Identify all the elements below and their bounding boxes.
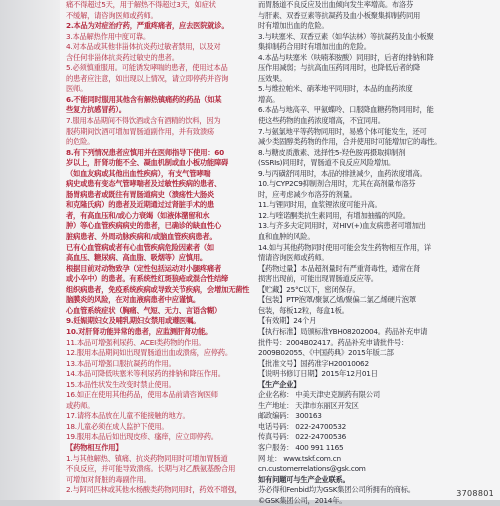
left-text-line: 7.服用本品期间不得饮酒或含有酒精的饮料，因为 <box>66 116 221 126</box>
left-text-line: 的患者应注意，如出现以上情况，请立即停药并咨询 <box>66 73 229 83</box>
left-text-line: 2.本品为对症治疗药，严重疼痛者，应去医院就诊。 <box>66 21 229 31</box>
right-text-line: 使这些药物的血药浓度增高，不宜同用。 <box>258 116 385 126</box>
right-text-line: cn.customerrelations@gsk.com <box>258 464 366 474</box>
right-text-line: 包装，每板12粒，每盒1板。 <box>258 305 349 315</box>
left-text-line: 10.对肝肾功能异常的患者，应监测肝肾功能。 <box>66 326 213 336</box>
right-text-line: 客户服务： 400 991 1165 <box>258 442 344 452</box>
right-text-line: 血和血肿的风险。 <box>258 232 315 242</box>
right-text-line: 传真号码： 022-24700536 <box>258 432 347 442</box>
right-text-line: 2009B02055、《中国药典》2015年版二部 <box>258 348 394 358</box>
left-text-line: 【药物相互作用】 <box>66 442 123 452</box>
left-text-line: 可增加对肾脏的毒副作用。 <box>66 474 151 484</box>
left-text-line: 5.必须慎重服用。可能诱发哮喘的患者，使用过本品 <box>66 63 228 73</box>
right-text-line: 如有问题可与生产企业联系。 <box>258 474 350 484</box>
right-text-line: 增高。 <box>258 94 280 104</box>
right-text-line: (SSRIs)同用时，胃肠道不良反应风险增加。 <box>258 158 395 168</box>
left-text-line: 11.本品可增强利尿药、ACEI类药物的作用。 <box>66 337 206 347</box>
left-text-line: 服药期间饮酒可增加胃肠道副作用，并有致溃疡 <box>66 126 214 136</box>
right-text-line: 芬必得和Fenbid均为GSK集团公司所拥有的商标。 <box>258 485 415 495</box>
page-fold-shadow <box>0 0 60 500</box>
left-text-line: 岁以上，肝肾功能不全、凝血机制或血小板功能障碍 <box>66 158 229 168</box>
left-text-line: 4.对本品或其他非甾体抗炎药过敏者禁用，以及对 <box>66 42 221 52</box>
left-text-line: 18.儿童必须在成人监护下使用。 <box>66 421 169 431</box>
right-text-line: 邮政编码： 300163 <box>258 411 322 421</box>
right-text-line: 5.与维拉帕米、硝苯地平同用时，本品的血药浓度 <box>258 84 413 94</box>
right-text-line: 6.本品与地高辛、甲氨蝶呤、口服降血糖药物同用时，能 <box>258 105 434 115</box>
left-text-line: 些复方抗感冒药）。 <box>66 105 126 115</box>
right-text-line: 集抑制药合用时有增加出血的危险。 <box>258 42 371 52</box>
left-text-line: 和克隆氏病）的患者及近期通过过肾脏手术的患 <box>66 200 214 210</box>
right-text-line: 【批准文号】国药准字H20010062 <box>258 358 369 368</box>
left-text-line: 15.本品性状发生改变时禁止使用。 <box>66 379 176 389</box>
left-text-line: 13.本品可增强口服抗凝药的作用。 <box>66 358 176 368</box>
left-text-line: 根据目前对动物致孕（定性包括运动对小腿疼痛者 <box>66 263 222 273</box>
left-text-line: 脑膜炎的风险，在对血液病患者中应谨慎。 <box>66 295 200 305</box>
right-text-line: 批件号：2004B02417。药品补充申请批件号： <box>258 337 408 347</box>
left-text-line: 高血压、糖尿病、高血脂、吸烟等）应慎用。 <box>66 253 207 263</box>
left-text-line: 痛不得超过5天，用于解热不得超过3天，如症状 <box>66 0 216 9</box>
left-text-line: 不缓解，请咨询医师或药师。 <box>66 10 158 20</box>
right-text-line: 9.与丙磺舒同用时，本品的排泄减少，血药浓度增高。 <box>258 168 427 178</box>
left-column <box>66 0 250 496</box>
left-text-line: 心血管系统症状（胸痛、气短、无力、言语含糊） <box>66 305 222 315</box>
left-text-line: 14.本品可降低呋塞米等利尿药的排钠和降压作用。 <box>66 369 225 379</box>
left-text-line: 17.请将本品放在儿童不能接触的地方。 <box>66 411 190 421</box>
left-text-line: 8.有下列情况患者应慎用并在医师指导下使用：60 <box>66 147 224 157</box>
left-text-line: 9.妊娠期妇女及哺乳期妇女禁用或遵医嘱。 <box>66 316 201 326</box>
left-text-line: 的危险。 <box>66 137 95 147</box>
left-text-line: 不良反应，并可能导致溃疡。长期与对乙酰氨基酚合用 <box>66 464 236 474</box>
left-text-line: 脏病患者、外周动脉疾病和/或脑血管疾病患者。 <box>66 232 217 242</box>
right-text-line: ©GSK集团公司，2014年。 <box>258 495 347 505</box>
right-text-line: 12.与喹诺酮类抗生素同用，有增加抽搐的风险。 <box>258 210 410 220</box>
left-text-line: 3.本品解热作用中度可靠。 <box>66 31 150 41</box>
left-text-line: 2.与阿司匹林或其他水杨酸类药物同用时，药效不增强， <box>66 485 242 495</box>
left-text-line: （如血友病或其他出血性疾病），有支气管哮喘 <box>66 168 211 178</box>
left-text-line: 者，有高血压和/或心力衰竭（如液体潴留和水 <box>66 210 210 220</box>
right-text-line: 生产地址： 天津市东丽区开发区 <box>258 400 359 410</box>
left-text-line: 或小卒中）的患者。有系统性红斑狼疮或混合性结缔 <box>66 274 229 284</box>
right-text-line: 11.与锂同时用，血浆锂浓度可能升高。 <box>258 200 382 210</box>
right-text-line: 情请咨询医师或药师。 <box>258 253 329 263</box>
left-text-line: 含任何非甾体抗炎药过敏史的患者。 <box>66 52 179 62</box>
right-text-line: 【有效期】24个月 <box>258 316 317 326</box>
right-text-line: 3.与呋塞米、双香豆素（如华法林）等抗凝药及血小板聚 <box>258 31 434 41</box>
left-text-line: 肠胃病患者或既往有胃肠道病史（溃疡性大肠炎 <box>66 189 214 199</box>
right-text-line: 企业名称： 中美天津史克制药有限公司 <box>258 390 380 400</box>
right-text-line: 网 址： www.tskf.com.cn <box>258 453 341 463</box>
right-text-line: 【执行标准】局颁标准YBH08202004。药品补充申请 <box>258 326 428 336</box>
right-text-line: 时，应考虑减少布洛芬的剂量。 <box>258 189 357 199</box>
right-text-line: 与肝素、双香豆素等抗凝药及血小板聚集抑制药同用 <box>258 10 421 20</box>
right-text-line: 时有增加出血的危险。 <box>258 21 329 31</box>
right-text-line: 减少类固醇类药物的作用，合并使用时可能增加它的毒性。 <box>258 137 442 147</box>
right-text-line: 压效果。 <box>258 73 287 83</box>
right-text-line: 4.本品与呋塞米（呋喃苯胺酸）同用时，后者的排钠和降 <box>258 52 434 62</box>
right-text-line: 【药物过量】本品超剂量时有严重肾毒性，通常在肾 <box>258 263 421 273</box>
right-text-line: 【生产企业】 <box>258 379 301 389</box>
left-text-line: 1.与其他解热、镇痛、抗炎药物同用时可增加胃肠道 <box>66 453 228 463</box>
left-text-line: 组织病患者，免疫系统疾病或导致关节疾病，会增加无菌性 <box>66 284 250 294</box>
left-text-line: 16.如正在使用其他药品，使用本品前请咨询医师 <box>66 390 218 400</box>
left-text-line: 肿）等心血管疾病病史的患者，已确诊的缺血性心 <box>66 221 222 231</box>
left-text-line: 或药师。 <box>66 400 95 410</box>
left-text-line: 医师。 <box>66 84 88 94</box>
document-code: 3708801 <box>456 489 494 498</box>
right-text-line: 13.与齐多夫定同用时，对HIV(+)血友病患者可增加出 <box>258 221 426 231</box>
left-text-line: 12.服用本品期间如出现胃肠道出血或溃疡，应停药。 <box>66 348 232 358</box>
right-text-line: 【包装】PTP泡罩/聚氯乙烯/聚偏二氯乙烯硬片泡罩 <box>258 295 416 305</box>
right-text-line: 10.与CYP2C9抑制剂合用时，尤其在高剂量布洛芬 <box>258 179 416 189</box>
right-text-line: 14.如与其他药物同时使用可能会发生药物相互作用，详 <box>258 242 431 252</box>
left-text-line: 6.不能同时服用其他含有解热镇痛药的药品（如某 <box>66 94 222 104</box>
right-text-line: 损害出现前，可能出现胃肠道反应等。 <box>258 274 378 284</box>
right-text-line: 8.与糖皮质激素、选择性5-羟色胺再摄取抑制剂 <box>258 147 406 157</box>
right-text-line: 7.与氨氯地平等药物同用时，易感个体可能发生，还可 <box>258 126 427 136</box>
right-text-line: 【说明书修订日期】2015年12月01日 <box>258 369 378 379</box>
left-text-line: 已有心血管病或者有心血管疾病危险因素者（如 <box>66 242 214 252</box>
right-text-line: 压作用减弱；与抗高血压药同用时，也降低后者的降 <box>258 63 421 73</box>
right-column <box>258 0 498 506</box>
left-text-line: 19.服用本品后如出现皮疹、瘙痒，应立即停药。 <box>66 432 218 442</box>
right-text-line: 而胃肠道不良反应及出血倾向发生率增高。布洛芬 <box>258 0 414 9</box>
left-text-line: 病史或患有变态气管哮喘者及过敏性疾病的患者、 <box>66 179 222 189</box>
right-text-line: 电话号码： 022-24700532 <box>258 421 347 431</box>
right-text-line: 【贮藏】25°C以下，密闭保存。 <box>258 284 360 294</box>
